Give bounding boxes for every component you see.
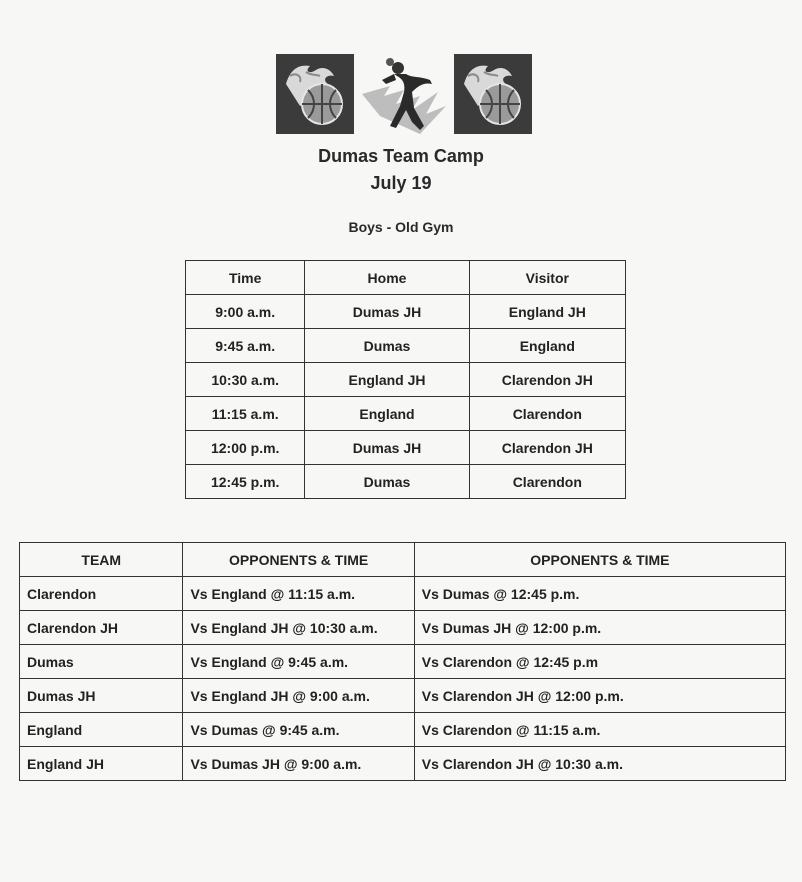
table-header-row [20,543,786,577]
cell-opponent-1: Vs England JH @ 10:30 a.m. [183,611,414,645]
table-row [20,713,786,747]
cell-time: 12:45 p.m. [186,465,305,499]
table-row [186,431,626,465]
table-row [186,363,626,397]
cell-home: Dumas [305,329,469,363]
table-row [20,611,786,645]
column-header-time: Time [186,261,305,295]
page-date: July 19 [370,173,432,193]
cell-opponent-2: Vs Dumas @ 12:45 p.m. [414,577,785,611]
cell-time: 11:15 a.m. [186,397,305,431]
cell-visitor: England JH [469,295,625,329]
cell-home: Dumas JH [305,295,469,329]
header-logos [276,54,532,134]
column-header-visitor: Visitor [469,261,625,295]
table-row [20,747,786,781]
cell-opponent-2: Vs Dumas JH @ 12:00 p.m. [414,611,785,645]
cell-team: Clarendon JH [20,611,183,645]
cell-time: 12:00 p.m. [186,431,305,465]
column-header-home: Home [305,261,469,295]
column-header-team: TEAM [20,543,183,577]
cell-opponent-1: Vs England JH @ 9:00 a.m. [183,679,414,713]
table-header-row [186,261,626,295]
cell-visitor: Clarendon [469,465,625,499]
cell-opponent-2: Vs Clarendon @ 11:15 a.m. [414,713,785,747]
column-header-opponents-2: OPPONENTS & TIME [414,543,785,577]
cell-team: Dumas [20,645,183,679]
table-row [186,329,626,363]
flaming-basketball-icon [454,54,532,134]
cell-time: 9:45 a.m. [186,329,305,363]
cell-time: 9:00 a.m. [186,295,305,329]
cell-home: England [305,397,469,431]
table-row [186,465,626,499]
cell-team: Dumas JH [20,679,183,713]
cell-visitor: Clarendon JH [469,363,625,397]
cell-home: England JH [305,363,469,397]
flaming-basketball-icon [276,54,354,134]
table-row [20,679,786,713]
cell-team: Clarendon [20,577,183,611]
column-header-opponents-1: OPPONENTS & TIME [183,543,414,577]
cell-opponent-1: Vs Dumas @ 9:45 a.m. [183,713,414,747]
team-opponents-table [19,542,786,781]
table-row [186,397,626,431]
basketball-player-icon [360,56,450,136]
cell-opponent-2: Vs Clarendon @ 12:45 p.m [414,645,785,679]
table-row [20,577,786,611]
cell-home: Dumas JH [305,431,469,465]
page-subtitle: Boys - Old Gym [348,219,454,235]
cell-opponent-1: Vs England @ 9:45 a.m. [183,645,414,679]
cell-visitor: Clarendon [469,397,625,431]
page-title: Dumas Team Camp [318,146,484,166]
cell-visitor: Clarendon JH [469,431,625,465]
cell-home: Dumas [305,465,469,499]
table-row [20,645,786,679]
game-schedule-table [185,260,626,499]
cell-opponent-2: Vs Clarendon JH @ 12:00 p.m. [414,679,785,713]
cell-opponent-1: Vs Dumas JH @ 9:00 a.m. [183,747,414,781]
cell-time: 10:30 a.m. [186,363,305,397]
cell-visitor: England [469,329,625,363]
cell-team: England [20,713,183,747]
table-row [186,295,626,329]
cell-team: England JH [20,747,183,781]
cell-opponent-1: Vs England @ 11:15 a.m. [183,577,414,611]
cell-opponent-2: Vs Clarendon JH @ 10:30 a.m. [414,747,785,781]
